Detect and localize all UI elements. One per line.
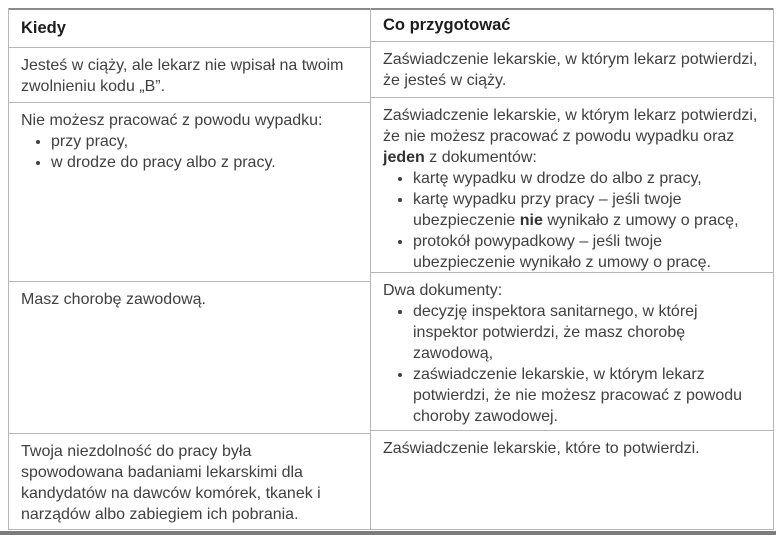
table-cell-przygotowac-row1 [371, 42, 773, 98]
cell-text: Zaświadczenie lekarskie, które to potwierdzi. [383, 440, 700, 457]
cell-text: Jesteś w ciąży, ale lekarz nie wpisał na twoim zwolnieniu kodu „B”. [21, 57, 344, 95]
list-item: • protokół powypadkowy – jeśli twoje ubezpieczenie wynikało z umowy o pracę. [413, 231, 761, 273]
bullet-list [383, 301, 761, 427]
table-cell-kiedy-row1 [9, 48, 370, 103]
cell-text: Nie możesz pracować z powodu wypadku: [21, 112, 323, 129]
cell-text: Zaświadczenie lekarskie, w którym lekarz potwierdzi, że nie możesz pracować z powodu wypadku oraz jeden z dokumentów: [383, 107, 758, 166]
list-item: • kartę wypadku w drodze do albo z pracy, [413, 168, 761, 189]
table-cell-przygotowac-row3 [371, 273, 773, 431]
list-item: • w drodze do pracy albo z pracy. [51, 152, 358, 173]
cell-text: Dwa dokumenty: [383, 282, 503, 299]
table-cell-kiedy-row3 [9, 282, 370, 434]
cell-text: Masz chorobę zawodową. [21, 291, 206, 308]
list-item: • kartę wypadku przy pracy – jeśli twoje ubezpieczenie nie wynikało z umowy o pracę, [413, 189, 761, 231]
list-item: • decyzję inspektora sanitarnego, w której inspektor potwierdzi, że masz chorobę zawodową, [413, 301, 761, 364]
bullet-list [21, 131, 358, 173]
table-cell-kiedy-row2 [9, 103, 370, 282]
bottom-divider [0, 531, 776, 535]
column-co-przygotowac [370, 8, 774, 530]
column-header-kiedy: Kiedy [9, 8, 370, 48]
table-cell-przygotowac-row2 [371, 98, 773, 273]
cell-text: Twoja niezdolność do pracy była spowodowana badaniami lekarskimi dla kandydatów na dawców komórek, tkanek i narządów albo zabiegiem ich pobrania. [21, 443, 321, 523]
column-kiedy [8, 8, 370, 530]
cell-text: Zaświadczenie lekarskie, w którym lekarz potwierdzi, że jesteś w ciąży. [383, 51, 758, 89]
column-header-co-przygotowac: Co przygotować [371, 8, 773, 42]
table-cell-przygotowac-row4 [371, 431, 773, 530]
list-item: • przy pracy, [51, 131, 358, 152]
bullet-list [383, 168, 761, 273]
table-cell-kiedy-row4 [9, 434, 370, 530]
list-item: • zaświadczenie lekarskie, w którym lekarz potwierdzi, że nie możesz pracować z powodu choroby zawodowej. [413, 364, 761, 427]
preparation-table [8, 8, 774, 530]
